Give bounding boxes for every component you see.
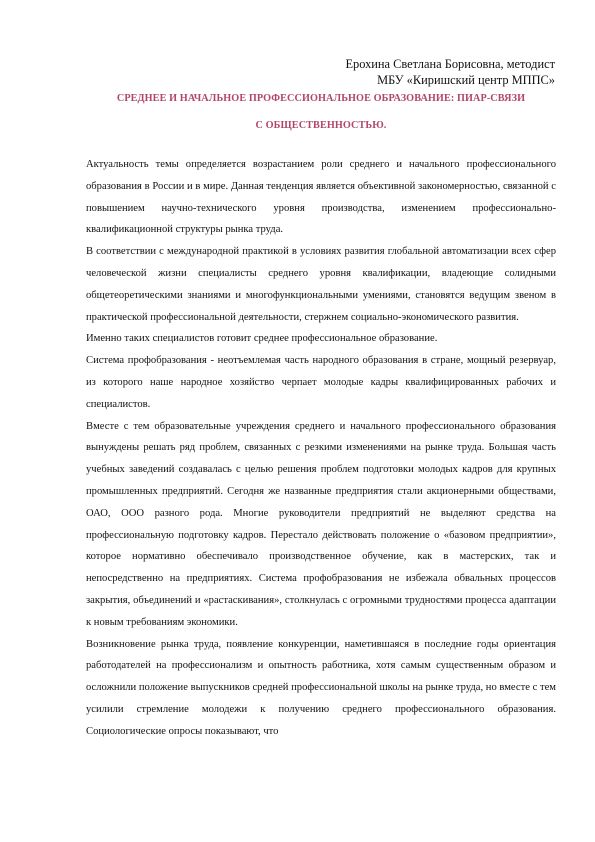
paragraph-system: Система профобразования - неотъемлемая часть народного образования в стране, мощный резервуар, из которого наше народное хозяйство черпает молодые кадры квалифицированных рабочих и специалистов.	[86, 355, 556, 410]
author-name: Ерохина Светлана Борисовна, методист	[345, 57, 555, 71]
paragraph-international-practice: В соответствии с международной практикой в условиях развития глобальной автоматизации всех сфер человеческой жизни специалисты среднего уровня квалификации, владеющие солидными общетеоретическими знаниями и многофункциональными умениями, становятся ведущим звеном в практической профессиональной деятельности, стержнем социально-экономического развития.	[86, 246, 556, 323]
document-title-line-2: С ОБЩЕСТВЕННОСТЬЮ.	[255, 120, 387, 131]
document-title-line-1: СРЕДНЕЕ И НАЧАЛЬНОЕ ПРОФЕССИОНАЛЬНОЕ ОБРАЗОВАНИЕ: ПИАР-СВЯЗИ	[116, 93, 526, 104]
paragraph-labor-market: Возникновение рынка труда, появление конкуренции, наметившаяся в последние годы ориентация работодателей на профессионализм и опытность работника, хотя самым существенным образом и осложнили положение выпускников средней профессиональной школы на рынке труда, но вместе с тем усилили стремление молодежи к получению среднего профессионального образования. Социологические опросы показывают, что	[86, 638, 556, 737]
document-body	[86, 154, 556, 743]
paragraph-relevance: Актуальность темы определяется возрастанием роли среднего и начального профессионального образования в России и в мире. Данная тенденция является объективной закономерностью, связанной с повышением научно-технического уровня производства, изменением профессионально-квалификационной структуры рынка труда.	[86, 159, 556, 236]
author-organization: МБУ «Киришский центр МППС»	[377, 73, 555, 87]
paragraph-specialists: Именно таких специалистов готовит среднее профессиональное образование.	[86, 333, 438, 345]
paragraph-problems: Вместе с тем образовательные учреждения среднего и начального профессионального образования вынуждены решать ряд проблем, связанных с резкими изменениями на рынке труда. Большая часть учебных заведений создавалась с целью решения проблем подготовки молодых кадров для крупных промышленных предприятий. Сегодня же названные предприятия стали акционерными обществами, ОАО, ООО разного рода. Многие руководители предприятий не выделяют средства на профессиональную подготовку кадров. Перестало действовать положение о «базовом предприятии», которое нормативно обеспечивало производственное обучение, как в мастерских, так и непосредственно на предприятиях. Система профобразования не избежала обвальных процессов закрытия, объединений и «растаскивания», столкнулась с огромными трудностями процесса адаптации к новым требованиям экономики.	[86, 420, 556, 628]
author-block	[345, 56, 555, 88]
